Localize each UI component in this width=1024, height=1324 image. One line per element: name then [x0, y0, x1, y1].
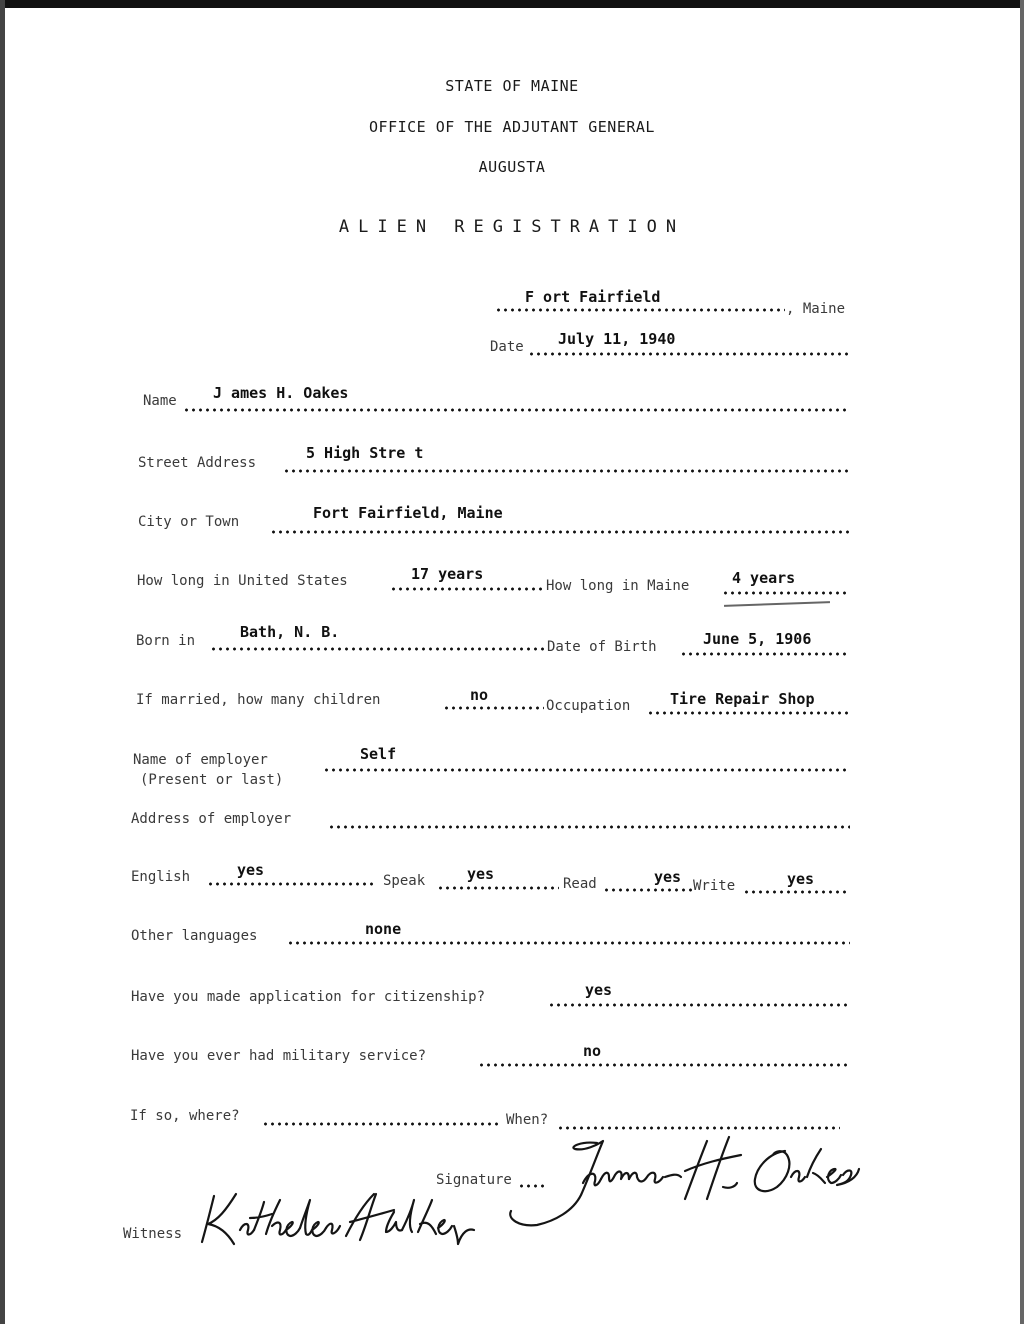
scan-border-top [0, 0, 1024, 8]
speak-value: yes [467, 865, 495, 883]
dob-label: Date of Birth [547, 639, 657, 655]
maine-stay-value: 4 years [732, 569, 796, 587]
read-label: Read [563, 876, 597, 892]
name-dots [183, 408, 850, 412]
employer-address-dots [328, 825, 850, 829]
occupation-value: Tire Repair Shop [670, 690, 815, 708]
header-office: OFFICE OF THE ADJUTANT GENERAL [369, 118, 655, 136]
when-label: When? [506, 1112, 549, 1128]
employer-address-label: Address of employer [131, 811, 292, 827]
city-value: Fort Fairfield, Maine [313, 504, 503, 522]
dob-value: June 5, 1906 [703, 630, 812, 648]
signature-label: Signature [436, 1172, 512, 1188]
city-label: City or Town [138, 514, 240, 530]
born-label: Born in [136, 633, 196, 649]
children-label: If married, how many children [136, 692, 381, 708]
witness-handwriting [180, 1182, 480, 1266]
scan-border-right [1020, 0, 1024, 1324]
occupation-dots [647, 711, 850, 715]
us-stay-value: 17 years [411, 565, 484, 583]
form-title: ALIEN REGISTRATION [338, 217, 686, 237]
date-dots [528, 352, 850, 356]
military-value: no [583, 1042, 602, 1060]
signature-handwriting [485, 1125, 865, 1239]
speak-label: Speak [383, 873, 426, 889]
where-label: If so, where? [130, 1108, 240, 1124]
maine-stay-dots [722, 591, 850, 595]
witness-label: Witness [123, 1226, 183, 1242]
place-dots [495, 308, 785, 312]
street-value: 5 High Stre t [306, 444, 424, 462]
children-dots [443, 706, 544, 710]
dob-dots [680, 652, 850, 656]
other-languages-dots [287, 941, 850, 945]
english-dots [207, 882, 377, 886]
speak-dots [437, 886, 559, 890]
header-state: STATE OF MAINE [445, 77, 579, 95]
employer-value: Self [360, 745, 397, 763]
street-label: Street Address [138, 455, 257, 471]
citizenship-dots [548, 1003, 850, 1007]
military-label: Have you ever had military service? [131, 1048, 427, 1064]
read-value: yes [654, 868, 682, 886]
header-city: AUGUSTA [478, 158, 546, 176]
date-label: Date [490, 339, 524, 355]
us-stay-label: How long in United States [137, 573, 348, 589]
where-dots [262, 1122, 502, 1126]
other-languages-value: none [365, 920, 402, 938]
maine-stay-label: How long in Maine [546, 578, 690, 594]
born-dots [210, 647, 546, 651]
other-languages-label: Other languages [131, 928, 258, 944]
citizenship-label: Have you made application for citizenship? [131, 989, 486, 1005]
place-suffix: , Maine [786, 301, 846, 317]
maine-stay-underline [724, 601, 830, 607]
scan-border-left [0, 0, 5, 1324]
write-dots [743, 890, 850, 894]
citizenship-value: yes [585, 981, 613, 999]
date-value: July 11, 1940 [558, 330, 676, 348]
read-dots [603, 888, 693, 892]
employer-dots [323, 768, 850, 772]
name-value: J ames H. Oakes [213, 384, 349, 402]
street-dots [283, 469, 850, 473]
children-value: no [470, 686, 489, 704]
occupation-label: Occupation [546, 698, 631, 714]
english-value: yes [237, 861, 265, 879]
employer-sublabel: (Present or last) [140, 772, 284, 788]
employer-label: Name of employer [133, 752, 268, 768]
write-label: Write [693, 878, 736, 894]
us-stay-dots [390, 587, 542, 591]
born-value: Bath, N. B. [240, 623, 340, 641]
military-dots [478, 1063, 850, 1067]
place-value: F ort Fairfield [525, 288, 661, 306]
name-label: Name [143, 393, 177, 409]
english-label: English [131, 869, 191, 885]
write-value: yes [787, 870, 815, 888]
city-dots [270, 530, 850, 534]
